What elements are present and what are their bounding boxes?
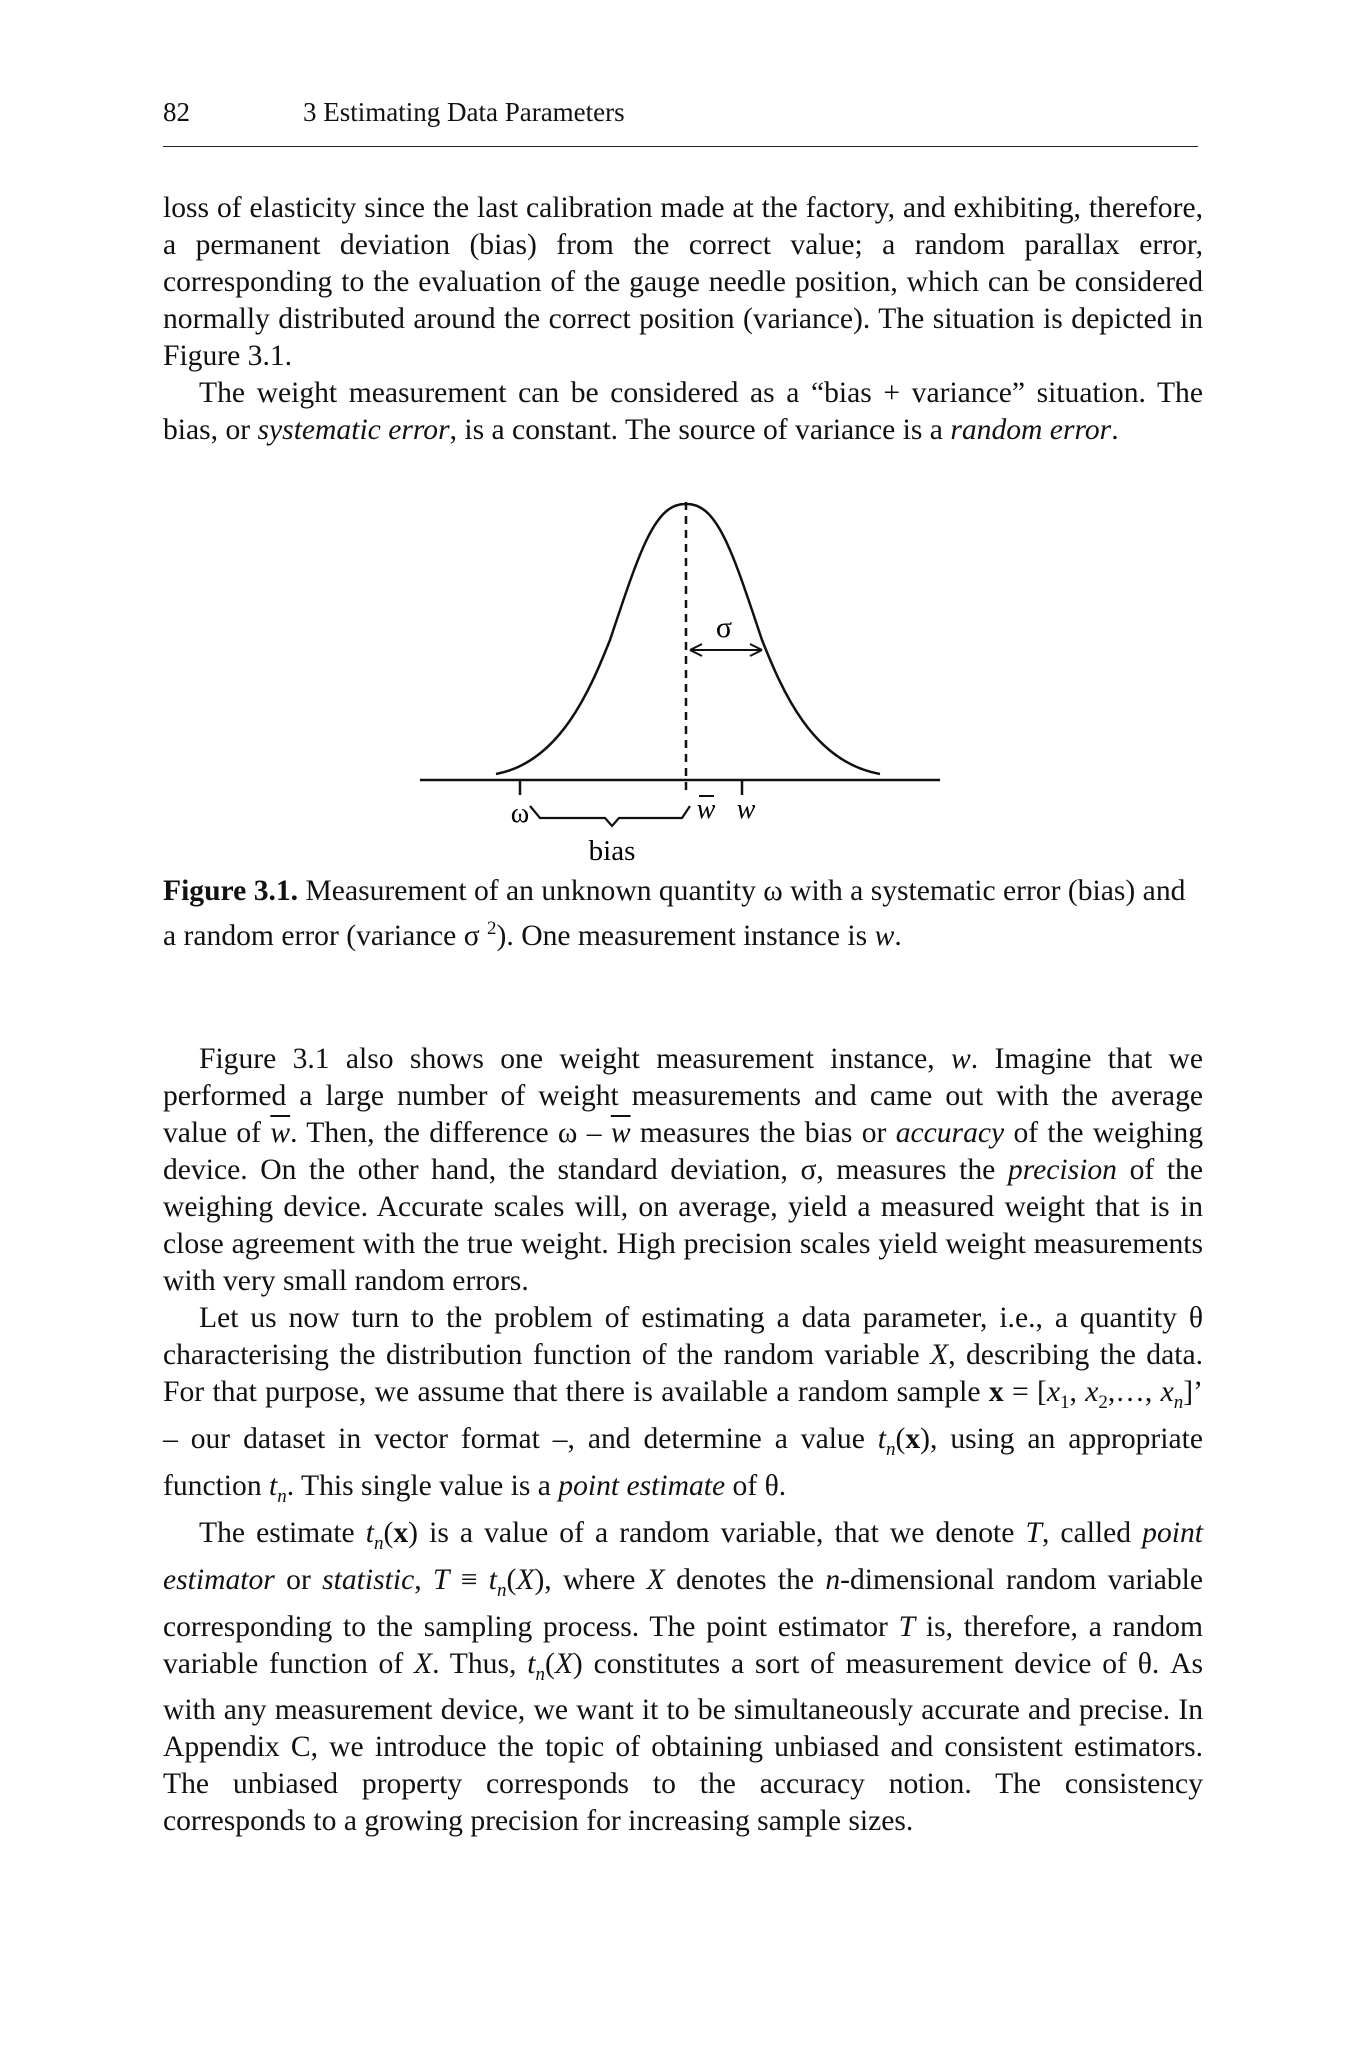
- paragraph: Let us now turn to the problem of estimating a data parameter, i.e., a quantity θ characterising the distribution function of the random variable X, describing the data. For that purpose, we assume that there is available a random sample $x = [x_1$, $x_2,\dots$, $x_n$]’ – our dataset in vector format –, and determine a value $t_n(x)$, using an appropriate function $t_n$. This single value is a point estimate of θ.: [163, 1302, 1204, 1507]
- page-number: 82: [163, 97, 190, 127]
- body-text-top: [163, 190, 1203, 449]
- figure-3-1: [400, 500, 960, 870]
- paragraph: The weight measurement can be considered as a “bias + variance” situation. The bias, or systematic error, is a constant. The source of variance is a random error.: [163, 377, 1203, 446]
- paragraph: Figure 3.1 also shows one weight measurement instance, w. Imagine that we performed a large number of weight measurements and came out with the average value of $\overline{w}$. Then, the difference ω – $\overline{w}$ measures the bias or accuracy of the weighing device. On the other hand, the standard deviation, σ, measures the precision of the weighing device. Accurate scales will, on average, yield a measured weight that is in close agreement with the true weight. High precision scales yield weight measurements with very small random errors.: [163, 1043, 1204, 1297]
- normal-curve: [496, 504, 880, 774]
- paragraph: The estimate $t_n(x)$ is a value of a random variable, that we denote T, called point estimator or statistic, $T \equiv t_n(X)$, where X denotes the n-dimensional random variable corresponding to the sampling process. The point estimator T is, therefore, a random variable function of X. Thus, $t_n(X)$ constitutes a sort of measurement device of θ. As with any measurement device, we want it to be simultaneously accurate and precise. In Appendix C, we introduce the topic of obtaining unbiased and consistent estimators. The unbiased property corresponds to the accuracy notion. The consistency corresponds to a growing precision for increasing sample sizes.: [163, 1516, 1204, 1838]
- running-header: [163, 97, 1198, 137]
- bias-brace: [530, 806, 690, 826]
- wbar-label: w: [696, 794, 716, 825]
- paragraph: loss of elasticity since the last calibration made at the factory, and exhibiting, therefore, a permanent deviation (bias) from the correct value; a random parallax error, corresponding to the evaluation of the gauge needle position, which can be considered normally distributed around the correct position (variance). The situation is depicted in Figure 3.1.: [163, 192, 1203, 372]
- w-label: w: [736, 794, 756, 825]
- figure-caption: Figure 3.1. Measurement of an unknown quantity ω with a systematic error (bias) and a random error (variance σ $^2$). One measurement instance is w.: [163, 875, 1186, 952]
- header-rule: [163, 146, 1198, 147]
- omega-label: ω: [510, 798, 530, 829]
- body-text-bottom: [163, 1041, 1203, 1840]
- bias-label: bias: [588, 835, 636, 867]
- caption-label: Figure 3.1.: [163, 875, 299, 907]
- sigma-label: σ: [715, 611, 733, 644]
- normal-curve-diagram: [400, 500, 960, 870]
- running-title: 3 Estimating Data Parameters: [303, 97, 625, 127]
